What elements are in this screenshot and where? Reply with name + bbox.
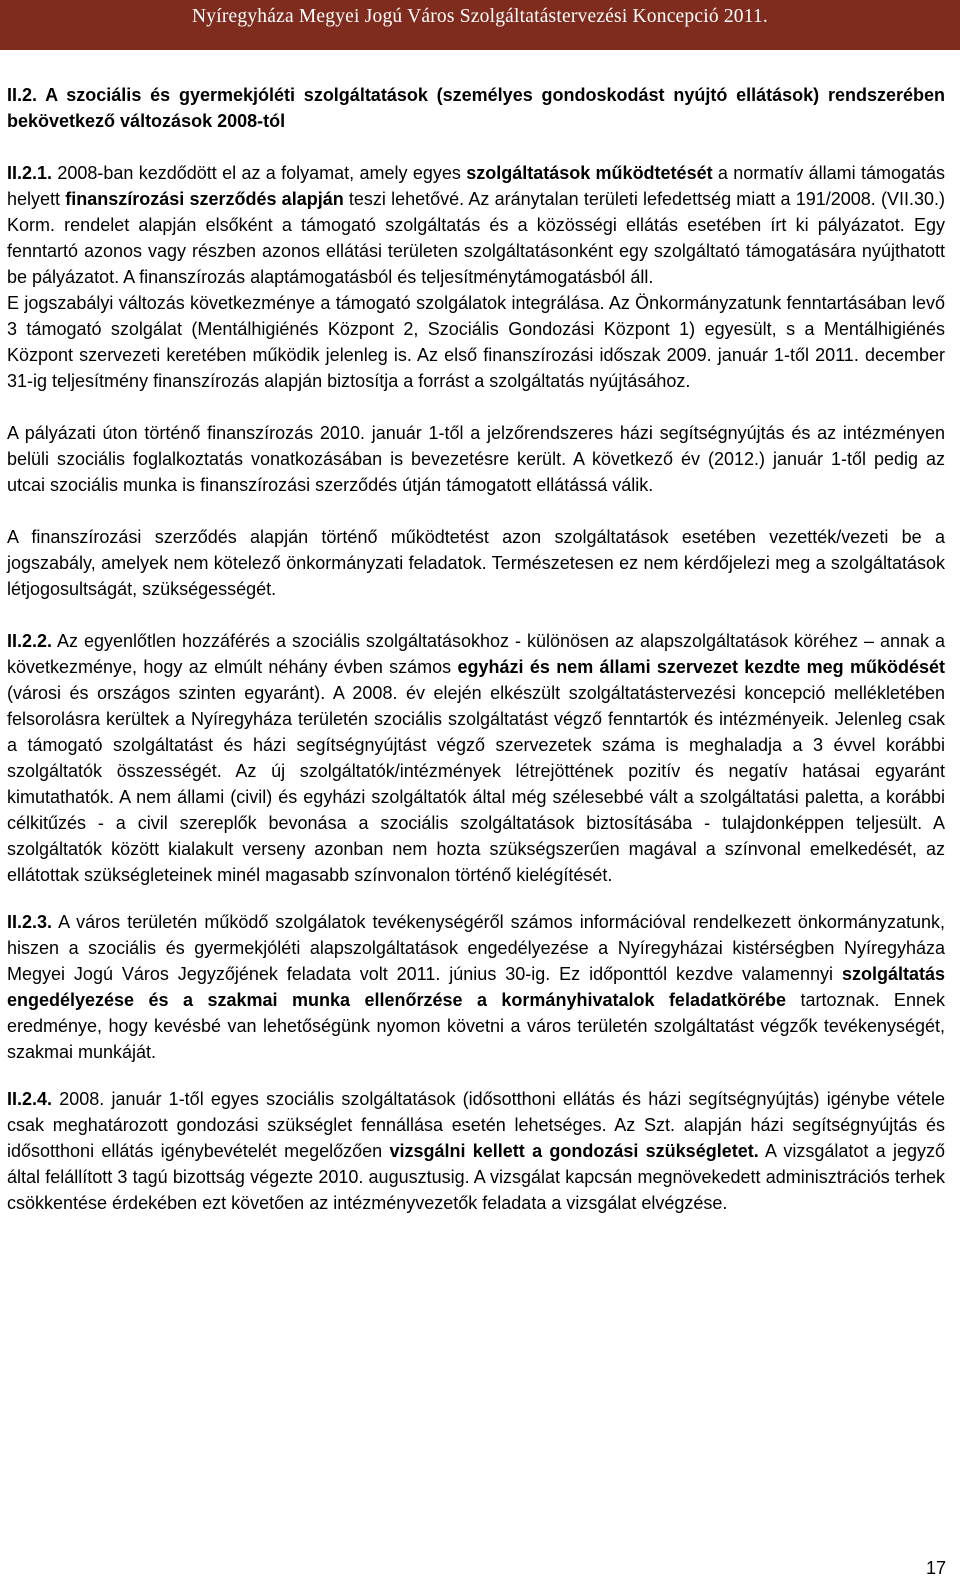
page-number: 17 [925, 1558, 946, 1578]
paragraph-contract-operation: A finanszírozási szerződés alapján történő működtetést azon szolgáltatások esetében vezették/vezeti be a jogszabály, amelyek nem kötelező önkormányzati feladatok. Természetesen ez nem kérdőjelezi meg a szolgáltatások létjogosultságát, szükségességét. [7, 527, 945, 599]
paragraph-number: II.2.1. [7, 163, 53, 183]
paragraph-integration: E jogszabályi változás következménye a támogató szolgálatok integrálása. Az Önkormányzatunk fenntartásában levő 3 támogató szolgálat (Mentálhigiénés Központ 2, Szociális Gondozási Központ 1) egyesült, s a Mentálhigiénés Központ szervezeti keretében működik jelenleg is. Az első finanszírozási időszak 2009. január 1-től 2011. december 31-ig teljesítmény finanszírozás alapján biztosítja a forrást a szolgáltatás nyújtásához. [7, 293, 945, 391]
paragraph-2-2-3: II.2.3. A város területén működő szolgálatok tevékenységéről számos információval rendelkezett önkormányzatunk, hiszen a szociális és gyermekjóléti alapszolgáltatások engedélyezése a Nyíregyházai kistérségben Nyíregyháza Megyei Jogú Város Jegyzőjének feladata volt 2011. június 30-ig. Ez időponttól kezdve valamennyi szolgáltatás engedélyezése és a szakmai munka ellenőrzése a kormányhivatalok feladatkörébe tartoznak. Ennek eredménye, hogy kevésbé van lehetőségünk nyomon követni a város területén szolgáltatást végzők tevékenységét, szakmai munkáját. [7, 912, 945, 1062]
paragraph-2-2-1: II.2.1. 2008-ban kezdődött el az a folyamat, amely egyes szolgáltatások működtetését a normatív állami támogatás helyett finanszírozási szerződés alapján teszi lehetővé. Az aránytalan területi lefedettség miatt a 191/2008. (VII.30.) Korm. rendelet alapján elsőként a támogató szolgáltatás és a közösségi ellátás esetében írt ki pályázatot. Egy fenntartó azonos vagy részben azonos ellátási területen szolgáltatásonként egy szolgáltató támogatására nyújthatott be pályázatot. A finanszírozás alaptámogatásból és teljesítménytámogatásból áll. [7, 163, 945, 287]
paragraph-number: II.2.2. [7, 631, 53, 651]
paragraph-number: II.2.4. [7, 1089, 53, 1109]
section-heading: II.2. A szociális és gyermekjóléti szolgáltatások (személyes gondoskodást nyújtó ellátások) rendszerében bekövetkező változások 2008-tól [7, 85, 945, 131]
paragraph-tender-financing: A pályázati úton történő finanszírozás 2010. január 1-től a jelzőrendszeres házi segítségnyújtás és az intézményen belüli szociális foglalkoztatás vonatkozásában is bevezetésre került. A következő év (2012.) január 1-től pedig az utcai szociális munka is finanszírozási szerződés útján támogatott ellátássá válik. [7, 423, 945, 495]
header-title: Nyíregyháza Megyei Jogú Város Szolgáltatástervezési Koncepció 2011. [191, 6, 768, 27]
document-body [7, 82, 945, 1216]
paragraph-2-2-4: II.2.4. 2008. január 1-től egyes szociális szolgáltatások (idősotthoni ellátás és házi segítségnyújtás) igénybe vétele csak meghatározott gondozási szükséglet fennállása esetén lehetséges. Az Szt. alapján házi segítségnyújtás és idősotthoni ellátás igénybevételét megelőzően vizsgálni kellett a gondozási szükségletet. A vizsgálatot a jegyző által felállított 3 tagú bizottság végezte 2010. augusztusig. A vizsgálat kapcsán megnövekedett adminisztrációs terhek csökkentése érdekében ezt követően az intézményvezetők feladata a vizsgálat elvégzése. [7, 1089, 945, 1213]
paragraph-2-2-2: II.2.2. Az egyenlőtlen hozzáférés a szociális szolgáltatásokhoz - különösen az alapszolgáltatások köréhez – annak a következménye, hogy az elmúlt néhány évben számos egyházi és nem állami szervezet kezdte meg működését (városi és országos szinten egyaránt). A 2008. év elején elkészült szolgáltatástervezési koncepció mellékletében felsorolásra kerültek a Nyíregyháza területén szociális szolgáltatást végző fenntartók és intézményeik. Jelenleg csak a támogató szolgáltatást és házi segítségnyújtást végző szervezetek száma is meghaladja a 3 évvel korábbi szolgáltatók összességét. Az új szolgáltatók/intézmények létrejöttének pozitív és negatív hatásai egyaránt kimutathatók. A nem állami (civil) és egyházi szolgáltatók által még szélesebbé vált a szolgáltatási paletta, a korábbi célkitűzés - a civil szereplők bevonása a szociális szolgáltatások biztosításába - tulajdonképpen teljesült. A szolgáltatók között kialakult verseny azonban nem hozta szükségszerűen magával a színvonal emelkedését, az ellátottak szükségleteinek minél magasabb színvonalon történő kielégítését. [7, 631, 945, 885]
paragraph-number: II.2.3. [7, 912, 53, 932]
